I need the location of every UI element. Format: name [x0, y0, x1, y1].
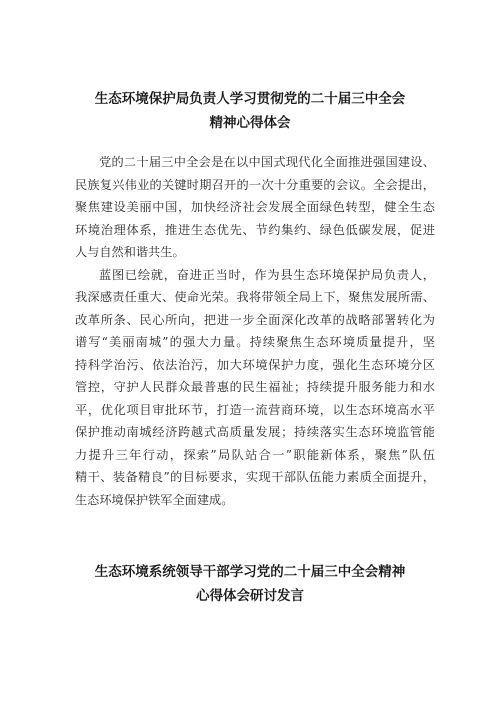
next-article-title-line-1: 生态环境系统领导干部学习党的二十届三中全会精神	[94, 564, 406, 580]
paragraph-2	[75, 264, 435, 512]
paragraph-line: 聚焦建设美丽中国，加快经济社会发展全面绿色转型，健全生态	[75, 200, 435, 214]
paragraph-line: 精干、装备精良”的目标要求，实现干部队伍能力素质全面提升，	[75, 470, 435, 484]
paragraph-line: 环境治理体系，推进生态优先、节约集约、绿色低碳发展，促进	[75, 222, 435, 237]
paragraph-line: 力提升三年行动，探索”局队站合一”职能新体系，聚焦”队伍	[75, 447, 435, 462]
paragraph-line: 人与自然和谐共生。	[75, 245, 185, 259]
next-article-title	[60, 560, 440, 608]
paragraph-line: 管控，守护人民群众最普惠的民生福祉；持续提升服务能力和水	[75, 380, 435, 394]
article-body	[75, 151, 435, 511]
article-title-line-2: 精神心得体会	[209, 115, 291, 131]
paragraph-line: 谱写“美丽南城”的强大力量。持续聚焦生态环境质量提升，坚	[75, 335, 435, 349]
paragraph-line: 保护推动南城经济跨越式高质量发展；持续落实生态环境监管能	[75, 425, 435, 439]
paragraph-line: 改革所条、民心所向，把进一步全面深化改革的战略部署转化为	[75, 312, 435, 327]
article-title-line-1: 生态环境保护局负责人学习贯彻党的二十届三中全会	[94, 91, 406, 107]
paragraph-line: 党的二十届三中全会是在以中国式现代化全面推进强国建设、	[99, 155, 435, 169]
paragraph-line: 我深感责任重大、使命光荣。我将带领全局上下，聚焦发展所需、	[75, 290, 435, 304]
paragraph-line: 平，优化项目审批环节，打造一流营商环境，以生态环境高水平	[75, 402, 435, 417]
paragraph-line: 民族复兴伟业的关键时期召开的一次十分重要的会议。全会提出，	[75, 177, 435, 192]
article-title	[60, 87, 440, 135]
paragraph-line: 持科学治污、依法治污，加大环境保护力度，强化生态环境分区	[75, 357, 435, 372]
paragraph-1	[75, 151, 435, 264]
paragraph-line: 生态环境保护铁军全面建成。	[75, 492, 234, 507]
next-article-title-line-2: 心得体会研讨发言	[196, 588, 304, 604]
paragraph-line: 蓝图已绘就，奋进正当时，作为县生态环境保护局负责人，	[99, 267, 435, 282]
